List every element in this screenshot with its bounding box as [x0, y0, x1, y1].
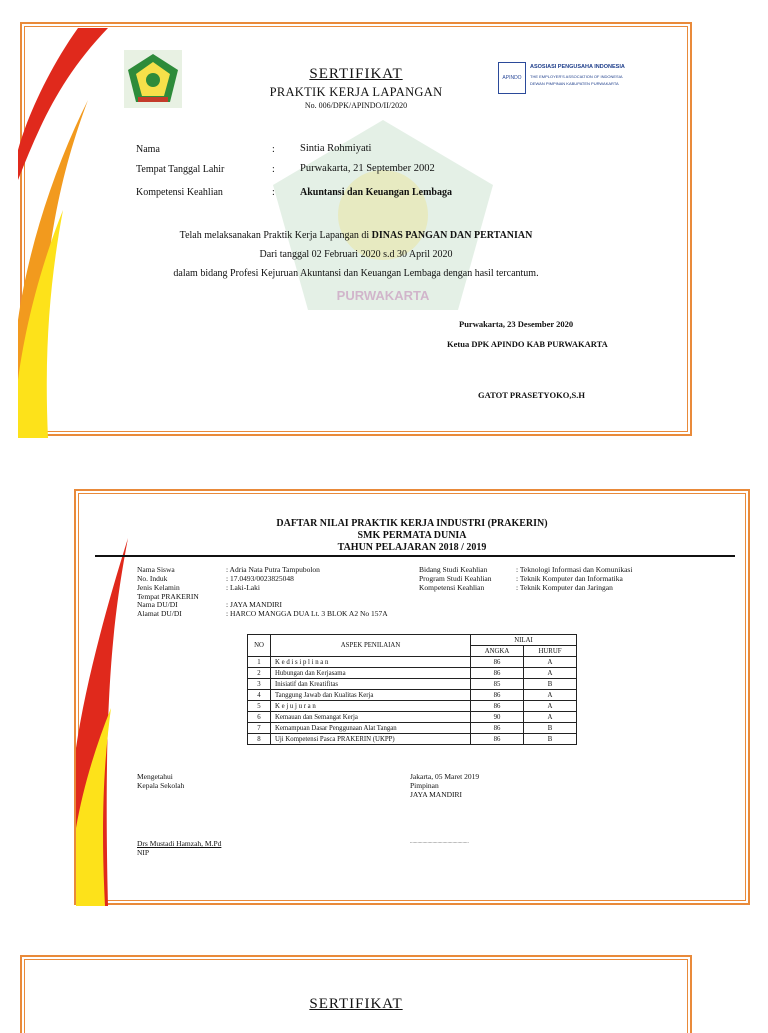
body-line-2: Dari tanggal 02 Februari 2020 s.d 30 April 2020: [259, 249, 453, 260]
body-line-3: dalam bidang Profesi Kejuruan Akuntansi dan Keuangan Lembaga dengan hasil tercantum.: [173, 268, 539, 279]
field-value-competence: Akuntansi dan Keuangan Lembaga: [300, 187, 452, 198]
header-aspect: ASPEK PENILAIAN: [271, 635, 471, 657]
sheet-title-2: SMK PERMATA DUNIA: [357, 530, 467, 541]
body-line-1: Telah melaksanakan Praktik Kerja Lapangan di DINAS PANGAN DAN PERTANIAN: [179, 230, 533, 241]
principal-name: Drs Mustadi Hamzah, M.Pd: [137, 839, 222, 848]
table-row: 6 Kemauan dan Semangat Kerja 90 A: [248, 712, 577, 723]
field-label-name: Nama: [136, 144, 160, 155]
grade-sheet-card: DAFTAR NILAI PRAKTIK KERJA INDUSTRI (PRAKERIN) SMK PERMATA DUNIA TAHUN PELAJARAN 2018 / 2019 Nama Siswa : Adria Nata Putra Tampubolon No. Induk : 17.0493/0023825048 Jenis Kelamin : Laki-Laki Tempat PRAKERIN Nama DU/DI : JAYA MANDIRI Alamat DU/DI : HARCO MANGGA DUA Lt. 3 BLOK A2 No 157A Bidang Studi Keahlian : Teknologi Informasi dan Komunikasi Program Studi Keahlian : Teknik Komputer dan Informatika Kompetensi Keahlian : Teknik Komputer dan Jaringan NO ASPEK PENILAIAN NILAI ANGKA HURUF 1 K e d i s i p l i n a n 86 A 2 Hubungan dan Kerjasama 86 A 3 Inisiatif dan Kreatifitas 85 B 4 Tanggung Jawab dan Kualitas Kerja 86 A 5 K e j u j u r a n 86 A 6 Kemauan dan Semangat Kerja 90 A 7 Kemampuan Dasar Penggunaan Alat Tangan 86 B 8 Uji Kompetensi Pasca PRAKERIN (UKPP) 86 B Mengetahui Kepala Sekolah Jakarta, 05 Maret 2019 Pimpinan JAYA MANDIRI Drs Mustadi Hamzah, M.Pd NIP ...............................................: [73, 488, 751, 906]
svg-text:PURWAKARTA: PURWAKARTA: [336, 288, 430, 303]
certificate-card-3: [18, 953, 694, 1033]
header-huruf: HURUF: [524, 646, 577, 657]
field-value-birth: Purwakarta, 21 September 2002: [300, 163, 435, 174]
table-row: 2 Hubungan dan Kerjasama 86 A: [248, 668, 577, 679]
signature-blank-line: ...............................................: [410, 840, 469, 845]
signer-title: Ketua DPK APINDO KAB PURWAKARTA: [447, 339, 608, 349]
sheet-title-3: TAHUN PELAJARAN 2018 / 2019: [337, 542, 487, 553]
certificate-subtitle: PRAKTIK KERJA LAPANGAN: [269, 85, 443, 99]
internship-place: DINAS PANGAN DAN PERTANIAN: [371, 230, 533, 241]
header-angka: ANGKA: [471, 646, 524, 657]
score-table: [247, 634, 577, 745]
table-row: 4 Tanggung Jawab dan Kualitas Kerja 86 A: [248, 690, 577, 701]
certificate-number: No. 006/DPK/APINDO/II/2020: [304, 101, 408, 110]
field-label-birth: Tempat Tanggal Lahir: [136, 164, 225, 175]
apindo-mark-icon: APINDO: [498, 62, 526, 94]
table-row: 7 Kemampuan Dasar Penggunaan Alat Tangan 86 B: [248, 723, 577, 734]
table-row: 3 Inisiatif dan Kreatifitas 85 B: [248, 679, 577, 690]
certificate-card-1: PURWAKARTA SERTIFIKAT PRAKTIK KERJA LAPANGAN No. 006/DPK/APINDO/II/2020 APINDO ASOSIASI PENGUSAHA INDONESIA THE EMPLOYER'S ASSOCIATION OF INDONESIA DEWAN PIMPINAN KABUPATEN PURWAKARTA Nama : Sintia Rohmiyati Tempat Tanggal Lahir : Purwakarta, 21 September 2002 Kompetensi Keahlian : Akuntansi dan Keuangan Lembaga Telah melaksanakan Praktik Kerja Lapangan di DINAS PANGAN DAN PERTANIAN Dari tanggal 02 Februari 2020 s.d 30 April 2020 dalam bidang Profesi Kejuruan Akuntansi dan Keuangan Lembaga dengan hasil tercantum. Purwakarta, 23 Desember 2020 Ketua DPK APINDO KAB PURWAKARTA GATOT PRASETYOKO,S.H: [18, 20, 694, 438]
title-divider: [95, 555, 735, 557]
header-no: NO: [248, 635, 271, 657]
table-row: 1 K e d i s i p l i n a n 86 A: [248, 657, 577, 668]
field-value-name: Sintia Rohmiyati: [300, 143, 372, 154]
table-row: 5 K e j u j u r a n 86 A: [248, 701, 577, 712]
info-label-student: Nama Siswa: [137, 565, 175, 574]
table-row: 8 Uji Kompetensi Pasca PRAKERIN (UKPP) 86 B: [248, 734, 577, 745]
certificate-title: SERTIFIKAT: [309, 996, 403, 1012]
signer-name: GATOT PRASETYOKO,S.H: [478, 390, 585, 400]
certificate-title: SERTIFIKAT: [309, 66, 403, 82]
field-label-competence: Kompetensi Keahlian: [136, 187, 223, 198]
header-nilai: NILAI: [471, 635, 577, 646]
place-date: Purwakarta, 23 Desember 2020: [459, 319, 574, 329]
apindo-logo: APINDO ASOSIASI PENGUSAHA INDONESIA THE EMPLOYER'S ASSOCIATION OF INDONESIA DEWAN PIMPINAN KABUPATEN PURWAKARTA: [496, 56, 656, 104]
sheet-title-1: DAFTAR NILAI PRAKTIK KERJA INDUSTRI (PRAKERIN): [276, 518, 548, 529]
